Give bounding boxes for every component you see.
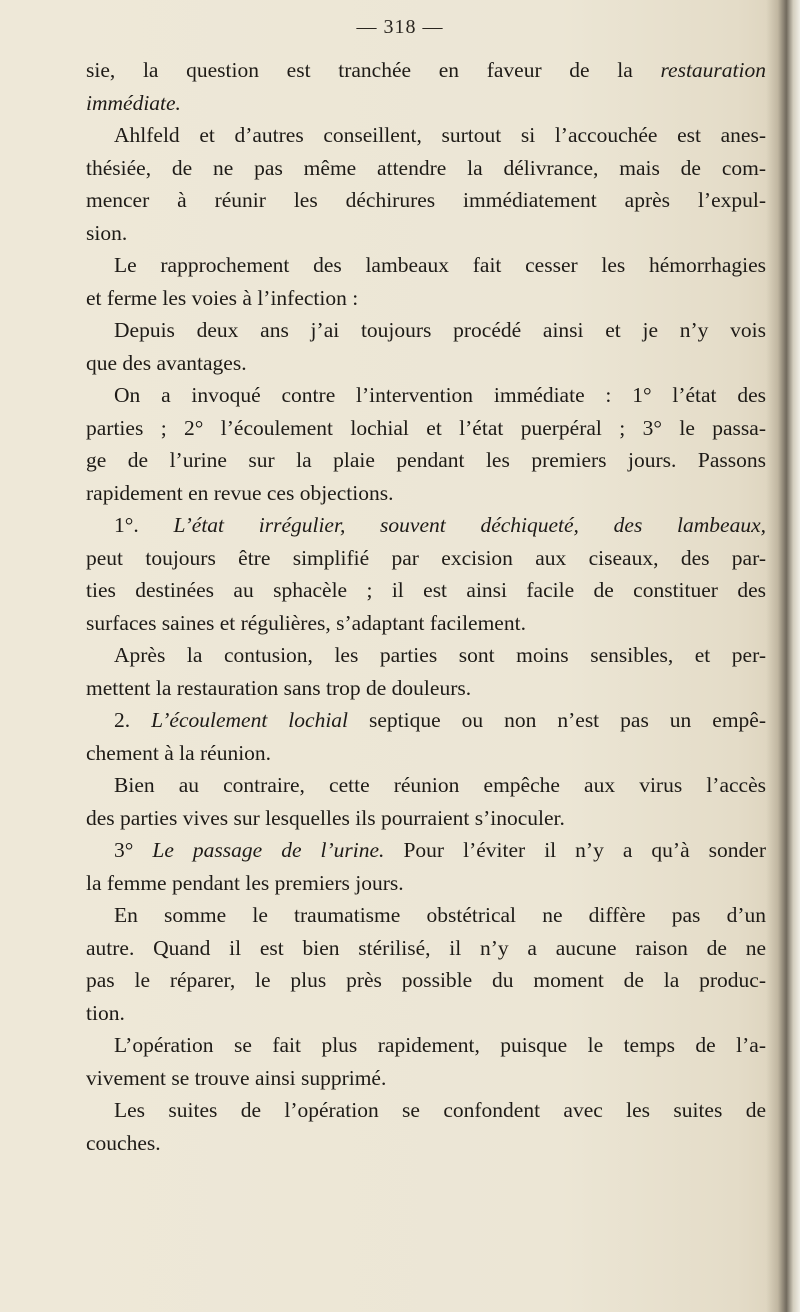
text-line xyxy=(86,639,766,672)
text-line xyxy=(86,867,766,900)
text-line xyxy=(86,1094,766,1127)
text-line xyxy=(86,997,766,1030)
text-line xyxy=(86,964,766,997)
text-segment: rapidement en revue ces objections. xyxy=(86,480,394,505)
text-line xyxy=(86,899,766,932)
text-line xyxy=(86,314,766,347)
italic-text: L’état irrégulier, souvent déchiqueté, des lambeaux, xyxy=(173,513,766,537)
text-segment: des parties vives sur lesquelles ils pourraient s’inoculer. xyxy=(86,805,565,830)
text-segment: mencer à réunir les déchirures immédiatement après l’expul- xyxy=(86,188,766,212)
text-segment: En somme le traumatisme obstétrical ne diffère pas d’un xyxy=(114,903,766,927)
text-line xyxy=(86,152,766,185)
text-segment: Les suites de l’opération se confondent avec les suites de xyxy=(114,1098,766,1122)
text-line xyxy=(86,477,766,510)
text-segment: parties ; 2° l’écoulement lochial et l’état puerpéral ; 3° le passa- xyxy=(86,415,766,440)
text-segment: 1°. xyxy=(114,513,174,537)
page-number: — 318 — xyxy=(356,16,444,38)
page-binding-edge xyxy=(766,0,800,1312)
text-segment: Pour l’éviter il n’y a qu’à sonder xyxy=(384,838,766,862)
text-segment: peut toujours être simplifié par excision aux ciseaux, des par- xyxy=(86,545,766,570)
text-line xyxy=(86,1127,766,1160)
text-line xyxy=(86,1029,766,1062)
italic-text: Le passage de l’urine. xyxy=(152,838,385,862)
text-segment: 3° xyxy=(114,838,153,862)
text-line xyxy=(86,737,766,770)
text-line xyxy=(86,347,766,380)
text-line xyxy=(86,509,766,542)
text-segment: couches. xyxy=(86,1130,161,1155)
text-line xyxy=(86,217,766,250)
text-segment: et ferme les voies à l’infection : xyxy=(86,285,359,310)
italic-text: restauration xyxy=(660,58,766,82)
paragraph xyxy=(86,769,766,834)
text-segment: ge de l’urine sur la plaie pendant les premiers jours. Passons xyxy=(86,448,766,472)
text-line xyxy=(86,574,766,607)
text-segment: ties destinées au sphacèle ; il est ainsi facile de constituer des xyxy=(86,578,766,602)
paragraph xyxy=(86,54,766,119)
text-segment: surfaces saines et régulières, s’adaptant facilement. xyxy=(86,610,526,635)
italic-text: L’écoulement lochial xyxy=(151,708,349,732)
text-line xyxy=(86,607,766,640)
text-segment: Après la contusion, les parties sont moins sensibles, et per- xyxy=(114,643,766,667)
text-line xyxy=(86,54,766,87)
text-segment: chement à la réunion. xyxy=(86,740,272,765)
text-segment: mettent la restauration sans trop de douleurs. xyxy=(86,675,472,700)
text-line xyxy=(86,672,766,705)
paragraph xyxy=(86,119,766,249)
paragraph xyxy=(86,314,766,379)
paragraph xyxy=(86,899,766,1029)
text-line xyxy=(86,412,766,445)
text-segment: Bien au contraire, cette réunion empêche aux virus l’accès xyxy=(114,773,766,797)
paragraph xyxy=(86,1094,766,1159)
text-segment: thésiée, de ne pas même attendre la délivrance, mais de com- xyxy=(86,155,766,180)
paragraph xyxy=(86,834,766,899)
text-segment: la femme pendant les premiers jours. xyxy=(86,870,404,895)
text-segment: sion. xyxy=(86,220,128,245)
text-segment: Ahlfeld et d’autres conseillent, surtout si l’accouchée est anes- xyxy=(114,123,766,147)
paragraph xyxy=(86,1029,766,1094)
paragraph xyxy=(86,639,766,704)
text-line xyxy=(86,444,766,477)
italic-text: immédiate. xyxy=(86,90,181,115)
text-segment: L’opération se fait plus rapidement, puisque le temps de l’a- xyxy=(114,1033,766,1057)
text-line xyxy=(86,249,766,282)
text-line xyxy=(86,184,766,217)
text-segment: tion. xyxy=(86,1000,125,1025)
text-segment: sie, la question est tranchée en faveur de la xyxy=(86,58,661,82)
paragraph xyxy=(86,379,766,509)
text-line xyxy=(86,834,766,867)
text-line xyxy=(86,1062,766,1095)
text-line xyxy=(86,87,766,120)
text-segment: Depuis deux ans j’ai toujours procédé ainsi et je n’y vois xyxy=(114,318,766,342)
text-segment: autre. Quand il est bien stérilisé, il n’y a aucune raison de ne xyxy=(86,935,766,960)
paragraph xyxy=(86,509,766,639)
text-line xyxy=(86,119,766,152)
text-segment: vivement se trouve ainsi supprimé. xyxy=(86,1065,387,1090)
text-segment: Le rapprochement des lambeaux fait cesser les hémorrhagies xyxy=(114,253,766,277)
text-line xyxy=(86,769,766,802)
paragraph xyxy=(86,249,766,314)
text-line xyxy=(86,704,766,737)
text-segment: que des avantages. xyxy=(86,350,247,375)
text-segment: On a invoqué contre l’intervention immédiate : 1° l’état des xyxy=(114,383,766,407)
body-text xyxy=(86,54,766,1159)
text-line xyxy=(86,282,766,315)
text-segment: pas le réparer, le plus près possible du moment de la produc- xyxy=(86,968,766,992)
text-line xyxy=(86,932,766,965)
text-line xyxy=(86,802,766,835)
text-line xyxy=(86,379,766,412)
text-line xyxy=(86,542,766,575)
text-segment: septique ou non n’est pas un empê- xyxy=(348,708,766,732)
paragraph xyxy=(86,704,766,769)
text-segment: 2. xyxy=(114,708,152,732)
